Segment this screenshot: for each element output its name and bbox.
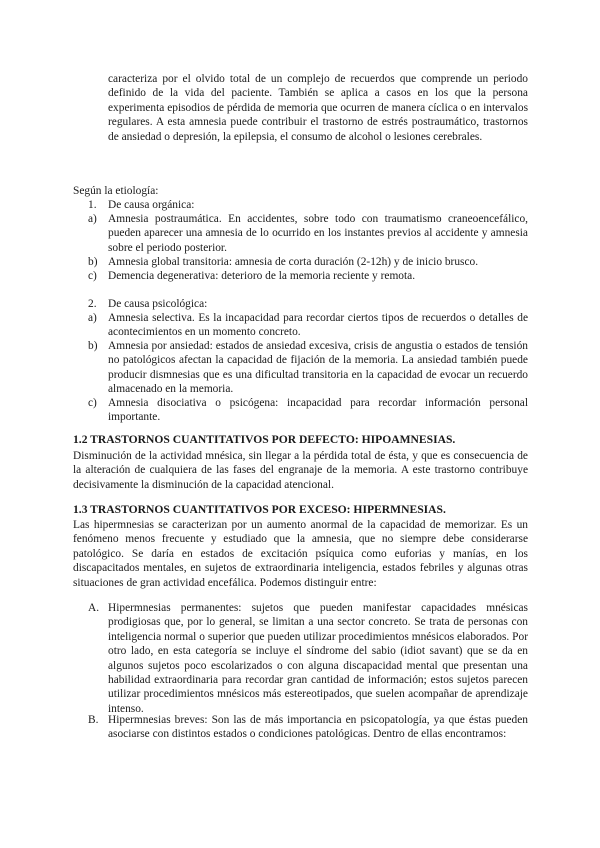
- psychological-heading: [88, 297, 528, 312]
- list-item: [88, 713, 528, 757]
- etiology-heading: Según la etiología:: [73, 185, 159, 197]
- list-marker: A.: [88, 602, 100, 614]
- list-item: [88, 269, 528, 284]
- list-marker: a): [88, 312, 97, 324]
- list-text: Amnesia global transitoria: amnesia de corta duración (2-12h) y de inicio brusco.: [108, 256, 479, 268]
- section-1-3-body: Las hipermnesias se caracterizan por un aumento anormal de la capacidad de memorizar. Es un fenómeno menos frecuente y estudiado que la amnesia, que no siempre debe considerarse patológico. Se daría en estados de excitación psíquica como euforias y manías, en los discapacitados mentales, en sujetos de extraordinaria inteligencia, estados febriles y algunas otras situaciones de gran actividad encefálica. Podemos distinguir entre:: [73, 519, 528, 589]
- list-item: [88, 255, 528, 270]
- list-marker: c): [88, 397, 97, 409]
- list-text: Amnesia disociativa o psicógena: incapacidad para recordar información personal importante.: [108, 397, 528, 424]
- list-marker: c): [88, 270, 97, 282]
- organic-heading: [88, 198, 528, 213]
- organic-title: De causa orgánica:: [108, 199, 195, 211]
- list-item: [88, 601, 528, 716]
- list-text: Amnesia selectiva. Es la incapacidad para recordar ciertos tipos de recuerdos o detalles de acontecimientos en un momento concreto.: [108, 312, 528, 339]
- list-marker: a): [88, 213, 97, 225]
- psychological-title: De causa psicológica:: [108, 298, 208, 310]
- list-text: Demencia degenerativa: deterioro de la memoria reciente y remota.: [108, 270, 416, 282]
- list-marker: b): [88, 340, 98, 352]
- section-1-3-heading: 1.3 TRASTORNOS CUANTITATIVOS POR EXCESO: HIPERMNESIAS.: [73, 503, 446, 516]
- psychological-number: 2.: [88, 298, 97, 310]
- list-marker: B.: [88, 714, 99, 726]
- list-item: [88, 396, 528, 426]
- organic-number: 1.: [88, 199, 97, 211]
- list-item: [88, 311, 528, 341]
- section-1-2-body: Disminución de la actividad mnésica, sin llegar a la pérdida total de ésta, y que es consecuencia de la alteración de cualquiera de las fases del engranaje de la memoria. A este trastorno contribuye decisivamente la disminución de la capacidad atencional.: [73, 450, 528, 491]
- list-text: Hipermnesias breves: Son las de más importancia en psicopatología, ya que éstas pueden asociarse con distintos estados o condiciones patológicas. Dentro de ellas encontramos:: [108, 714, 528, 741]
- list-text: Amnesia por ansiedad: estados de ansiedad excesiva, crisis de angustia o estados de tensión no patológicos afectan la capacidad de fijación de la memoria. La ansiedad también puede producir dismnesias que es una dificultad transitoria en la capacidad de evocar un recuerdo almacenado en la memoria.: [108, 340, 528, 396]
- list-text: Hipermnesias permanentes: sujetos que pueden manifestar capacidades mnésicas prodigiosas que, por lo general, se limitan a una sector concreto. Se trata de personas con inteligencia normal o superior que pueden utilizar procedimientos mnésicos elaborados. Por otro lado, en esta categoría se incluye el síndrome del sabio (idiot savant) que se da en algunos sujetos poco escolarizados o con alguna discapacidad mental que presentan una habilidad extraordinaria para recordar gran cantidad de información; estos sujetos parecen utilizar procedimientos mnésicos más estereotipados, que suelen acompañar de aprendizaje intenso.: [108, 602, 528, 715]
- intro-paragraph: caracteriza por el olvido total de un complejo de recuerdos que comprende un periodo definido de la vida del paciente. También se aplica a casos en los que la persona experimenta episodios de pérdida de memoria que ocurren de manera cíclica o en intervalos regulares. A esta amnesia puede contribuir el trastorno de estrés postraumático, trastornos de ansiedad o depresión, la epilepsia, el consumo de alcohol o lesiones cerebrales.: [108, 73, 528, 143]
- list-item: [88, 339, 528, 397]
- list-marker: b): [88, 256, 98, 268]
- section-1-2-heading: 1.2 TRASTORNOS CUANTITATIVOS POR DEFECTO: HIPOAMNESIAS.: [73, 433, 456, 446]
- list-item: [88, 212, 528, 256]
- list-text: Amnesia postraumática. En accidentes, sobre todo con traumatismo craneoencefálico, pueden aparecer una amnesia de lo ocurrido en los instantes previos al accidente y amnesia sobre el periodo posterior.: [108, 213, 528, 254]
